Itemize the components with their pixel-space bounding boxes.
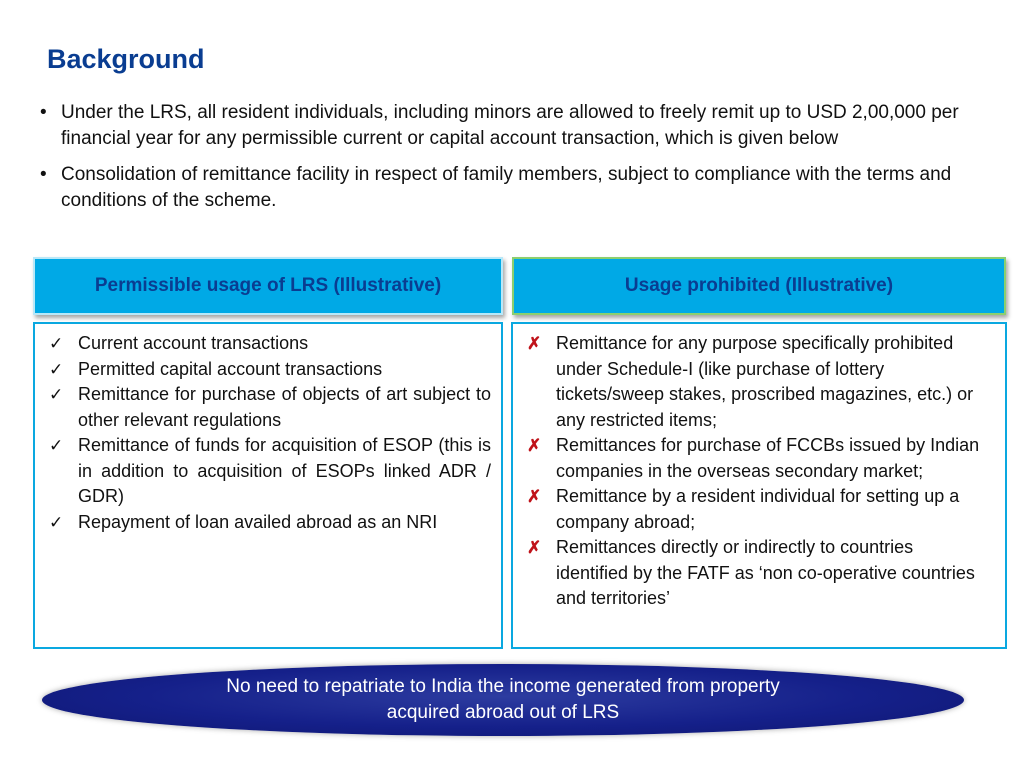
cross-icon: ✗ <box>527 334 542 353</box>
permissible-list <box>35 324 501 535</box>
prohibited-item <box>523 331 989 433</box>
check-icon: ✓ <box>49 436 64 455</box>
check-icon: ✓ <box>49 512 64 532</box>
permissible-item-text: Current account transactions <box>78 333 309 353</box>
summary-banner-text: No need to repatriate to India the income generated from property acquired abroad out of LRS <box>226 676 780 723</box>
prohibited-item-text: Remittances directly or indirectly to countries identified by the FATF as ‘non co-operative countries and territories’ <box>556 537 975 608</box>
check-icon: ✓ <box>49 359 64 379</box>
permissible-item-text: Repayment of loan availed abroad as an NRI <box>78 511 438 532</box>
prohibited-item-text: Remittance by a resident individual for setting up a company abroad; <box>556 486 960 532</box>
permissible-item <box>45 433 491 510</box>
permissible-item <box>45 357 491 383</box>
bullet-dot-icon: • <box>40 102 47 123</box>
prohibited-list <box>513 324 1005 612</box>
check-icon: ✓ <box>49 334 64 353</box>
permissible-item-text: Permitted capital account transactions <box>78 358 383 379</box>
permissible-item <box>45 331 491 357</box>
prohibited-item-text: Remittances for purchase of FCCBs issued by Indian companies in the overseas secondary market; <box>556 435 980 481</box>
bullet-dot-icon: • <box>40 164 47 185</box>
prohibited-item <box>523 433 989 484</box>
prohibited-box <box>511 322 1007 649</box>
permissible-header: Permissible usage of LRS (Illustrative) <box>33 257 503 315</box>
intro-bullets <box>40 100 990 224</box>
intro-bullet <box>40 162 990 214</box>
slide-title: Background <box>47 44 205 74</box>
permissible-item <box>45 382 491 433</box>
permissible-item-text: Remittance for purchase of objects of art subject to other relevant regulations <box>78 384 491 430</box>
check-icon: ✓ <box>49 385 64 404</box>
intro-bullet-text: Consolidation of remittance facility in respect of family members, subject to compliance with the terms and conditions of the scheme. <box>61 164 952 211</box>
summary-banner <box>42 664 964 736</box>
prohibited-header: Usage prohibited (Illustrative) <box>512 257 1006 315</box>
permissible-item <box>45 510 491 536</box>
prohibited-item <box>523 484 989 535</box>
permissible-item-text: Remittance of funds for acquisition of ESOP (this is in addition to acquisition of ESOPs linked ADR / GDR) <box>78 435 491 506</box>
cross-icon: ✗ <box>527 487 542 506</box>
prohibited-item-text: Remittance for any purpose specifically prohibited under Schedule-I (like purchase of lottery tickets/sweep stakes, proscribed magazines, etc.) or any restricted items; <box>556 333 974 430</box>
permissible-box <box>33 322 503 649</box>
prohibited-item <box>523 535 989 612</box>
intro-bullet-text: Under the LRS, all resident individuals, including minors are allowed to freely remit up to USD 2,00,000 per financial year for any permissible current or capital account transaction, which is given below <box>61 102 959 149</box>
cross-icon: ✗ <box>527 436 542 455</box>
intro-bullet <box>40 100 990 152</box>
cross-icon: ✗ <box>527 538 542 557</box>
